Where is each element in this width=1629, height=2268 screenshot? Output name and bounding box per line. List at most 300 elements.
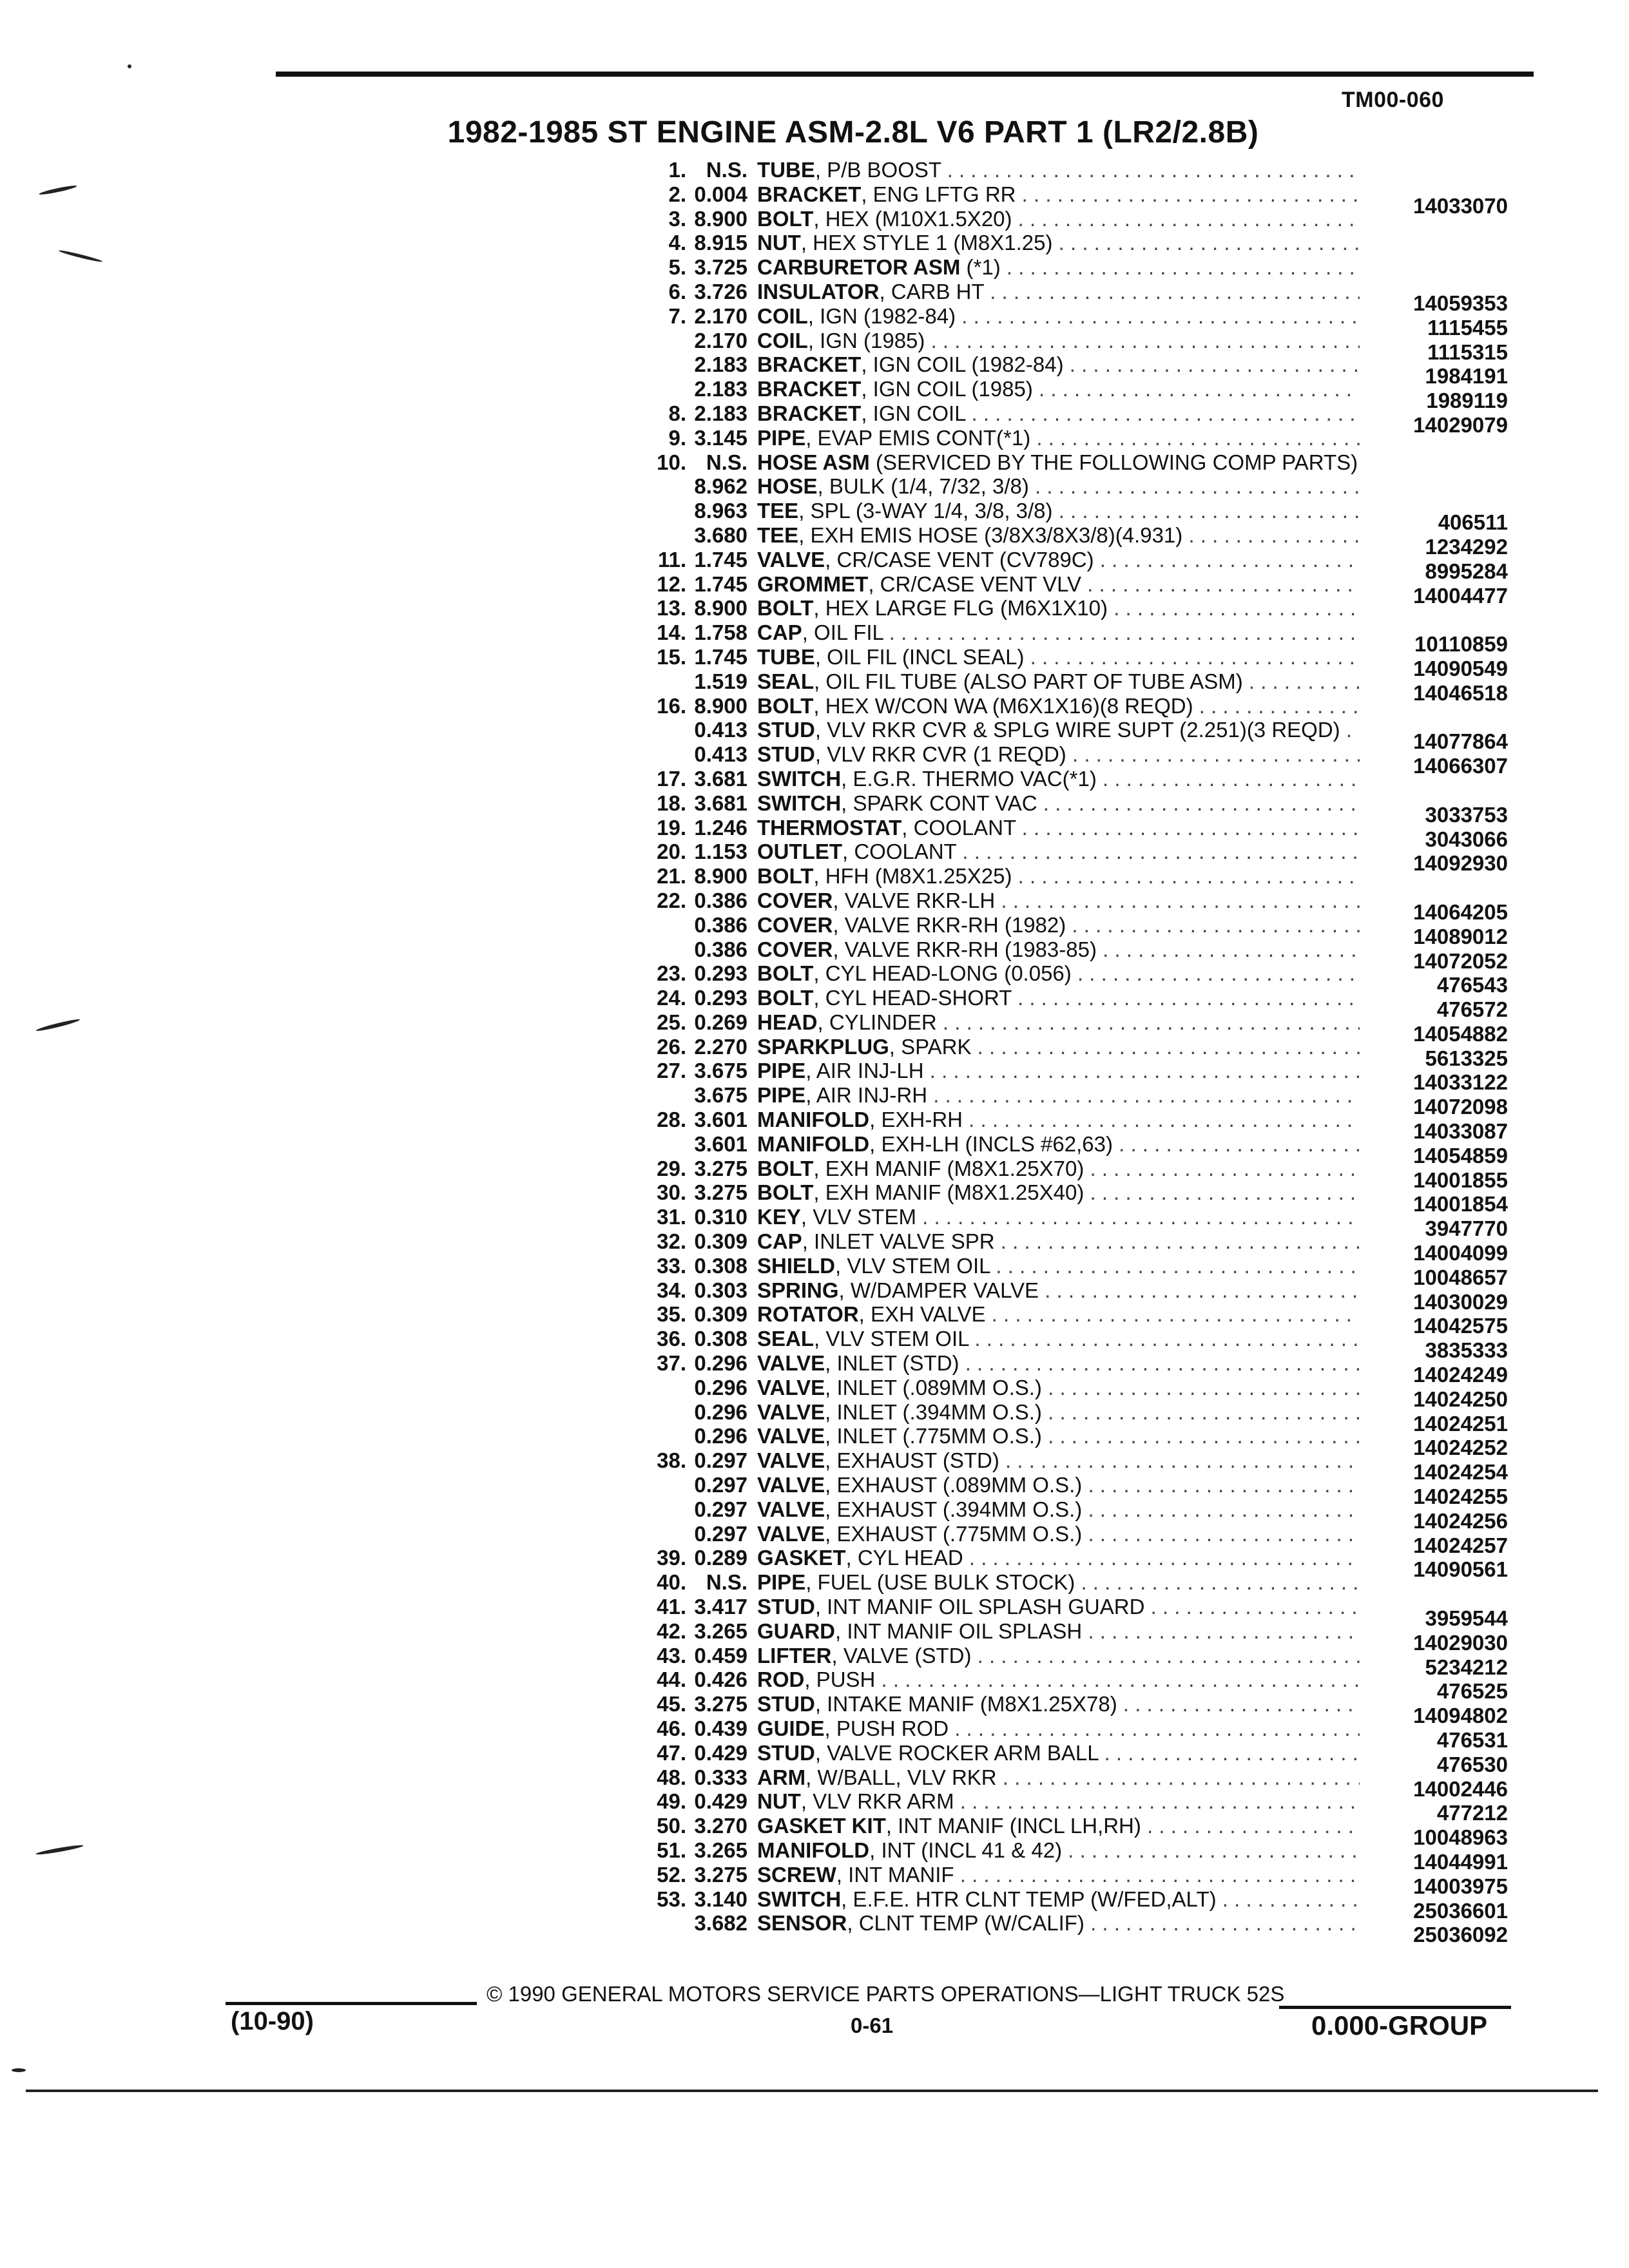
part-name: BRACKET	[757, 352, 862, 377]
group-number: 0.413	[694, 742, 747, 767]
parts-row	[309, 596, 1534, 620]
parts-row	[309, 669, 1534, 705]
part-name: GASKET KIT	[757, 1814, 886, 1838]
part-description	[757, 767, 1360, 791]
parts-list	[309, 158, 1534, 1947]
part-detail: , HEX STYLE 1 (M8X1.25)	[800, 231, 1053, 255]
part-name: GROMMET	[757, 572, 869, 596]
part-name: PIPE	[757, 1570, 806, 1595]
part-name: HEAD	[757, 1010, 818, 1034]
parts-row	[309, 718, 1534, 754]
part-name: BOLT	[757, 1180, 814, 1205]
part-description	[757, 1546, 1360, 1570]
part-detail: , CYL HEAD	[845, 1546, 963, 1570]
group-number: 3.675	[694, 1083, 747, 1108]
page-title: 1982-1985 ST ENGINE ASM-2.8L V6 PART 1 (LR2/2.8B)	[447, 115, 1259, 149]
part-name: COVER	[757, 888, 833, 912]
group-number: 3.265	[694, 1838, 747, 1862]
part-description	[757, 791, 1360, 816]
scan-mark	[35, 1844, 84, 1856]
part-description	[757, 1911, 1360, 1936]
part-name: GASKET	[757, 1546, 846, 1570]
part-name: BOLT	[757, 206, 814, 231]
part-detail: , HEX LARGE FLG (M6X1X10)	[813, 596, 1108, 620]
parts-row	[309, 426, 1534, 450]
ref-number: 11.	[657, 547, 686, 572]
part-description	[757, 1327, 1360, 1351]
part-detail: , OIL FIL	[802, 620, 883, 645]
part-number: 14033122	[1413, 1070, 1508, 1095]
part-number: 14064205	[1413, 899, 1508, 924]
part-number: 14072098	[1413, 1095, 1508, 1119]
part-name: TEE	[757, 523, 799, 547]
bottom-rule	[26, 2090, 1598, 2092]
parts-row	[309, 767, 1534, 791]
part-name: BOLT	[757, 1156, 814, 1180]
part-description	[757, 1376, 1360, 1400]
part-description	[757, 1254, 1360, 1278]
parts-row	[309, 255, 1534, 280]
ref-number: 35.	[657, 1302, 686, 1327]
part-detail: , HEX (M10X1.5X20)	[813, 206, 1012, 231]
part-name: VALVE	[757, 1497, 825, 1521]
part-name: SPRING	[757, 1278, 839, 1302]
part-description	[757, 329, 1360, 353]
group-number: 1.519	[694, 669, 747, 693]
part-name: BRACKET	[757, 401, 862, 425]
parts-row	[309, 1083, 1534, 1119]
group-number: 3.275	[694, 1862, 747, 1887]
parts-row	[309, 231, 1534, 255]
part-detail: , INT MANIF (INCL LH,RH)	[885, 1814, 1141, 1838]
part-name: GUIDE	[757, 1716, 825, 1740]
part-name: SHIELD	[757, 1253, 836, 1278]
ref-number: 10.	[657, 450, 686, 474]
group-number: 3.417	[694, 1595, 747, 1619]
part-description	[757, 889, 1360, 913]
ref-number: 33.	[657, 1253, 686, 1278]
part-number: 5613325	[1425, 1046, 1508, 1070]
part-number: 476530	[1436, 1752, 1508, 1776]
part-name: COIL	[757, 303, 808, 328]
part-description	[757, 1570, 1360, 1595]
part-number: 1234292	[1425, 534, 1508, 559]
part-number: 14030029	[1413, 1289, 1508, 1314]
part-description	[757, 1083, 1360, 1108]
group-number: 0.004	[694, 182, 747, 206]
part-number: 14059353	[1413, 291, 1508, 315]
group-number: 8.962	[694, 474, 747, 499]
footer-date: (10-90)	[231, 2007, 314, 2035]
parts-row	[309, 937, 1534, 973]
group-number: 3.275	[694, 1156, 747, 1180]
parts-row	[309, 1497, 1534, 1533]
part-description	[757, 1351, 1360, 1376]
part-description	[757, 280, 1360, 304]
part-name: BOLT	[757, 986, 814, 1010]
parts-row	[309, 961, 1534, 997]
part-detail: , ENG LFTG RR	[861, 182, 1016, 206]
part-description	[757, 1667, 1360, 1692]
part-description	[757, 620, 1360, 645]
part-description	[757, 1302, 1360, 1327]
part-number: 406511	[1438, 510, 1508, 535]
part-detail: , OIL FIL (INCL SEAL)	[815, 644, 1025, 669]
part-detail: , IGN (1982-84)	[807, 303, 956, 328]
part-name: THERMOSTAT	[757, 815, 902, 840]
parts-row	[309, 1327, 1534, 1363]
parts-row	[309, 1716, 1534, 1752]
part-description	[757, 207, 1360, 231]
footer-right-rule	[1279, 2006, 1511, 2009]
part-description	[757, 158, 1360, 182]
parts-row	[309, 815, 1534, 851]
part-number: 14054882	[1413, 1021, 1508, 1046]
part-detail: , EXHAUST (STD)	[825, 1448, 999, 1473]
ref-number: 28.	[657, 1108, 686, 1132]
ref-number: 41.	[657, 1595, 686, 1619]
ref-number: 30.	[657, 1180, 686, 1205]
part-name: COVER	[757, 912, 833, 937]
group-number: 3.275	[694, 1692, 747, 1716]
part-number: 3835333	[1425, 1338, 1508, 1363]
group-number: 0.297	[694, 1521, 747, 1546]
part-description	[757, 1838, 1360, 1863]
part-number: 14054859	[1413, 1143, 1508, 1168]
part-detail: , IGN COIL (1985)	[861, 377, 1033, 401]
part-detail: , VALVE (STD)	[831, 1643, 972, 1667]
part-number: 14029030	[1413, 1630, 1508, 1655]
part-name: NUT	[757, 231, 801, 255]
parts-row	[309, 1059, 1534, 1095]
part-number: 14077864	[1413, 729, 1508, 754]
part-description	[757, 1424, 1360, 1448]
ref-number: 29.	[657, 1156, 686, 1180]
group-number: 0.310	[694, 1205, 747, 1229]
ref-number: 16.	[657, 693, 686, 718]
part-detail: , VALVE ROCKER ARM BALL	[815, 1740, 1099, 1765]
ref-number: 44.	[657, 1667, 686, 1692]
part-number: 14042575	[1413, 1314, 1508, 1338]
part-description	[757, 1010, 1360, 1035]
part-name: SENSOR	[757, 1911, 847, 1936]
part-detail: , P/B BOOST	[815, 158, 941, 182]
part-detail: , CLNT TEMP (W/CALIF)	[847, 1911, 1084, 1936]
group-number: 2.183	[694, 377, 747, 401]
ref-number: 37.	[657, 1351, 686, 1376]
part-number: 14094802	[1413, 1704, 1508, 1728]
group-number: 0.297	[694, 1448, 747, 1473]
group-number: 0.296	[694, 1424, 747, 1448]
part-detail: , VALVE RKR-RH (1982)	[833, 912, 1066, 937]
part-description	[757, 1619, 1360, 1644]
part-number: 476572	[1436, 997, 1508, 1022]
parts-row	[309, 1789, 1534, 1825]
part-detail: , W/BALL, VLV RKR	[805, 1765, 997, 1789]
part-detail: , COOLANT	[842, 840, 957, 864]
part-detail: , INLET (STD)	[825, 1351, 959, 1376]
group-number: 8.900	[694, 206, 747, 231]
ref-number: 53.	[657, 1887, 686, 1911]
part-detail: , EXHAUST (.775MM O.S.)	[825, 1521, 1083, 1546]
part-description	[757, 572, 1360, 597]
ref-number: 5.	[668, 255, 686, 280]
scan-mark	[12, 2068, 26, 2072]
part-number: 14024250	[1413, 1387, 1508, 1411]
footer-group: 0.000-GROUP	[1311, 2010, 1488, 2041]
part-description	[757, 840, 1360, 864]
parts-row	[309, 742, 1534, 778]
scan-mark	[128, 64, 131, 68]
ref-number: 48.	[657, 1765, 686, 1789]
part-detail: , SPARK CONT VAC	[841, 791, 1037, 815]
part-description	[757, 1716, 1360, 1741]
part-description	[757, 182, 1360, 207]
parts-row	[309, 1205, 1534, 1241]
part-name: INSULATOR	[757, 279, 880, 303]
group-number: 3.682	[694, 1911, 747, 1936]
part-number: 14004099	[1413, 1241, 1508, 1265]
part-detail: (SERVICED BY THE FOLLOWING COMP PARTS)	[869, 450, 1358, 474]
part-description	[757, 1497, 1360, 1522]
parts-row	[309, 1546, 1534, 1582]
part-description	[757, 499, 1360, 523]
part-description	[757, 304, 1360, 329]
part-detail: , INT MANIF	[836, 1862, 954, 1887]
ref-number: 52.	[657, 1862, 686, 1887]
group-number: 3.275	[694, 1180, 747, 1205]
ref-number: 21.	[657, 864, 686, 889]
part-detail: , INT (INCL 41 & 42)	[869, 1838, 1063, 1862]
parts-row	[309, 888, 1534, 924]
parts-row	[309, 1911, 1534, 1947]
ref-number: 24.	[657, 986, 686, 1010]
parts-row	[309, 523, 1534, 559]
part-name: HOSE ASM	[757, 450, 870, 474]
part-description	[757, 231, 1360, 255]
parts-row	[309, 158, 1534, 182]
part-description	[757, 816, 1360, 840]
parts-row	[309, 377, 1534, 413]
part-name: VALVE	[757, 1399, 825, 1424]
part-detail: , EVAP EMIS CONT(*1)	[805, 425, 1031, 450]
ref-number: 22.	[657, 888, 686, 912]
part-description	[757, 1205, 1360, 1229]
part-name: SPARKPLUG	[757, 1034, 889, 1059]
part-detail: , EXH MANIF (M8X1.25X70)	[813, 1156, 1084, 1180]
part-description	[757, 1229, 1360, 1254]
part-number: 14003975	[1413, 1874, 1508, 1898]
group-number: 8.900	[694, 693, 747, 718]
part-detail: , CYL HEAD-SHORT	[813, 986, 1012, 1010]
group-number: 3.680	[694, 523, 747, 547]
parts-row	[309, 1302, 1534, 1338]
parts-row	[309, 1643, 1534, 1679]
parts-row	[309, 207, 1534, 231]
ref-number: 6.	[668, 279, 686, 303]
group-number: 3.681	[694, 766, 747, 791]
part-description	[757, 669, 1360, 694]
group-number: 1.758	[694, 620, 747, 645]
parts-row	[309, 1838, 1534, 1874]
part-number: 1989119	[1426, 389, 1508, 413]
scan-mark	[35, 1018, 80, 1033]
part-detail: , BULK (1/4, 7/32, 3/8)	[817, 474, 1029, 499]
ref-number: 47.	[657, 1740, 686, 1765]
part-detail: , INTAKE MANIF (M8X1.25X78)	[815, 1692, 1117, 1716]
ref-number: 8.	[668, 401, 686, 425]
parts-row	[309, 912, 1534, 948]
group-number: 8.963	[694, 499, 747, 523]
parts-row	[309, 328, 1534, 364]
part-detail: , AIR INJ-LH	[805, 1059, 924, 1083]
part-name: PIPE	[757, 425, 806, 450]
part-detail: , INLET (.089MM O.S.)	[825, 1375, 1042, 1399]
part-name: VALVE	[757, 1375, 825, 1399]
part-name: MANIFOLD	[757, 1838, 870, 1862]
top-rule	[276, 72, 1534, 77]
part-number: 14002446	[1413, 1776, 1508, 1801]
part-number: 14029079	[1413, 412, 1508, 437]
part-description	[757, 474, 1360, 499]
parts-row	[309, 182, 1534, 218]
group-number: 1.745	[694, 547, 747, 572]
document-code: TM00-060	[1342, 88, 1444, 112]
part-number: 3043066	[1425, 827, 1508, 851]
part-description	[757, 694, 1360, 718]
part-detail: (*1)	[960, 255, 1001, 280]
ref-number: 40.	[657, 1570, 686, 1595]
parts-row	[309, 1570, 1534, 1595]
part-number: 476525	[1436, 1679, 1508, 1704]
group-number: N.S.	[706, 450, 747, 474]
part-name: ROTATOR	[757, 1302, 859, 1327]
group-number: 8.915	[694, 231, 747, 255]
part-number: 14066307	[1413, 754, 1508, 778]
parts-row	[309, 694, 1534, 718]
part-name: STUD	[757, 1595, 815, 1619]
part-name: SEAL	[757, 1327, 815, 1351]
group-number: 3.726	[694, 279, 747, 303]
part-name: TUBE	[757, 158, 815, 182]
part-detail: , CR/CASE VENT (CV789C)	[825, 547, 1094, 572]
group-number: 8.900	[694, 864, 747, 889]
ref-number: 46.	[657, 1716, 686, 1740]
group-number: N.S.	[706, 1570, 747, 1595]
group-number: 0.333	[694, 1765, 747, 1789]
group-number: 3.601	[694, 1108, 747, 1132]
part-description	[757, 1789, 1360, 1814]
part-name: STUD	[757, 1692, 815, 1716]
part-number: 25036092	[1413, 1923, 1508, 1947]
ref-number: 34.	[657, 1278, 686, 1302]
parts-row	[309, 840, 1534, 876]
part-description	[757, 1180, 1360, 1205]
part-detail: , EXH-LH (INCLS #62,63)	[869, 1131, 1113, 1156]
part-description	[757, 986, 1360, 1010]
group-number: 2.183	[694, 401, 747, 425]
part-detail: , EXH MANIF (M8X1.25X40)	[813, 1180, 1084, 1205]
ref-number: 17.	[657, 766, 686, 791]
group-number: 0.309	[694, 1229, 747, 1254]
part-number: 14046518	[1413, 680, 1508, 705]
parts-row	[309, 1156, 1534, 1192]
part-name: TEE	[757, 499, 799, 523]
part-number: 14072052	[1413, 948, 1508, 973]
part-description	[757, 1400, 1360, 1425]
group-number: 0.296	[694, 1399, 747, 1424]
part-detail: , IGN COIL	[861, 401, 966, 425]
part-detail: , IGN (1985)	[807, 328, 925, 352]
part-description	[757, 937, 1360, 962]
part-description	[757, 255, 1360, 280]
ref-number: 45.	[657, 1692, 686, 1716]
ref-number: 18.	[657, 791, 686, 815]
parts-row	[309, 401, 1534, 437]
part-number: 477212	[1436, 1801, 1508, 1825]
ref-number: 43.	[657, 1643, 686, 1667]
part-name: VALVE	[757, 1351, 825, 1376]
ref-number: 15.	[657, 644, 686, 669]
part-description	[757, 742, 1360, 767]
group-number: 3.681	[694, 791, 747, 815]
part-name: CAP	[757, 620, 802, 645]
part-name: SWITCH	[757, 766, 842, 791]
part-number: 14024256	[1413, 1508, 1508, 1533]
parts-row	[309, 450, 1534, 475]
part-number: 14024254	[1413, 1460, 1508, 1485]
ref-number: 7.	[668, 303, 686, 328]
part-number: 10110859	[1414, 632, 1508, 657]
parts-row	[309, 1424, 1534, 1460]
ref-number: 38.	[657, 1448, 686, 1473]
group-number: 0.269	[694, 1010, 747, 1034]
part-description	[757, 1157, 1360, 1181]
ref-number: 50.	[657, 1814, 686, 1838]
part-detail: , CARB HT	[879, 279, 985, 303]
part-number: 1115315	[1427, 340, 1508, 364]
group-number: 2.170	[694, 303, 747, 328]
group-number: 3.140	[694, 1887, 747, 1911]
part-name: HOSE	[757, 474, 818, 499]
scan-mark	[39, 184, 77, 196]
part-description	[757, 1741, 1360, 1765]
ref-number: 1.	[668, 158, 686, 182]
part-detail: , AIR INJ-RH	[805, 1083, 928, 1108]
ref-number: 32.	[657, 1229, 686, 1254]
group-number: 0.289	[694, 1546, 747, 1570]
part-detail: , INT MANIF OIL SPLASH	[835, 1619, 1083, 1643]
group-number: 0.386	[694, 937, 747, 961]
part-number: 25036601	[1413, 1898, 1508, 1923]
ref-number: 36.	[657, 1327, 686, 1351]
part-number: 14033087	[1413, 1119, 1508, 1144]
parts-row	[309, 864, 1534, 889]
parts-row	[309, 1229, 1534, 1265]
part-detail: , E.G.R. THERMO VAC(*1)	[841, 766, 1097, 791]
ref-number: 51.	[657, 1838, 686, 1862]
group-number: 1.246	[694, 815, 747, 840]
part-name: STUD	[757, 718, 815, 742]
part-detail: , VLV RKR CVR (1 REQD)	[815, 742, 1066, 767]
part-number: 14001854	[1413, 1192, 1508, 1216]
part-description	[757, 1059, 1360, 1083]
part-description	[757, 426, 1360, 450]
part-detail: , VALVE RKR-LH	[833, 888, 996, 912]
part-number: 1115455	[1427, 315, 1508, 340]
group-number: 0.297	[694, 1473, 747, 1497]
part-number: 14092930	[1413, 851, 1508, 876]
